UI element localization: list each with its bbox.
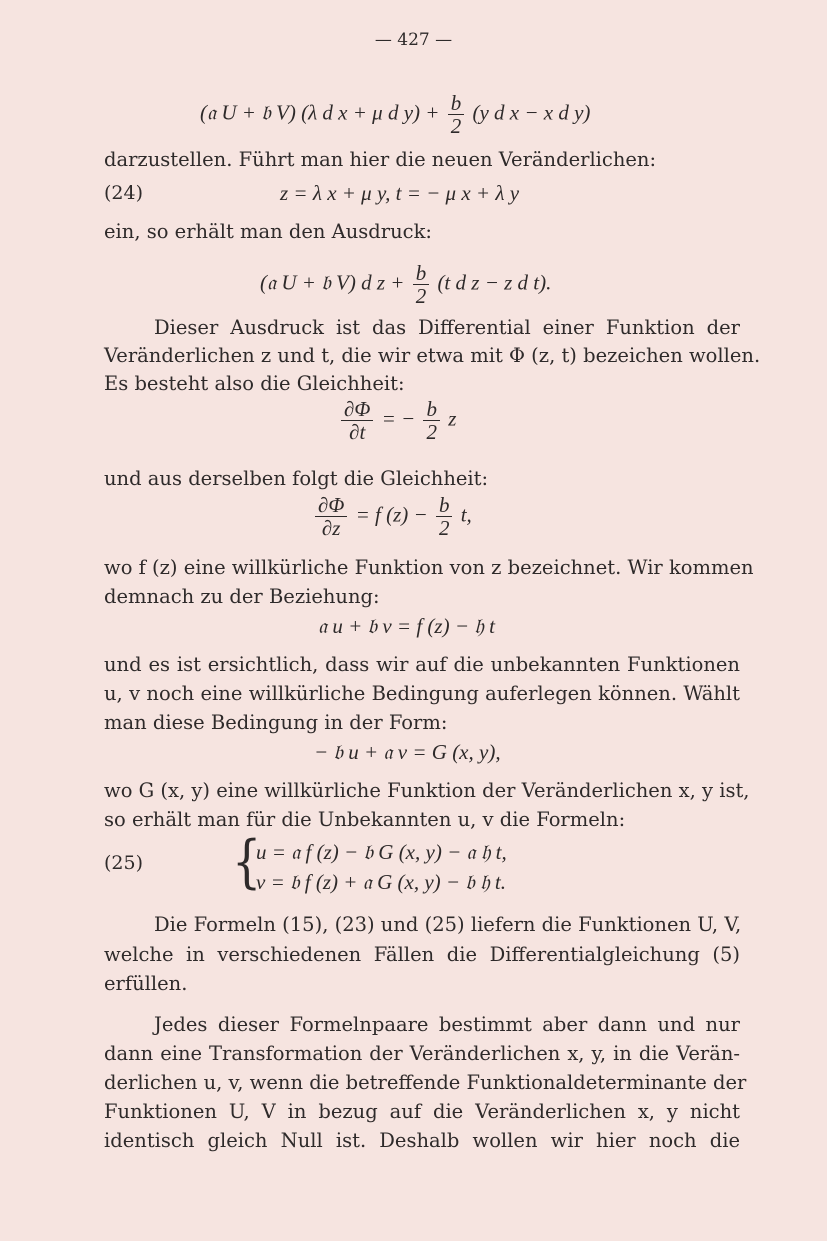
- fraction-denominator: ∂z: [315, 516, 347, 539]
- equation-variable: t,: [460, 502, 472, 527]
- expression-right: (t d z − z d t).: [437, 270, 552, 295]
- partial-fraction: [341, 398, 373, 443]
- fraction-b-over-2: [436, 494, 453, 539]
- equation-25-line-1: u = 𝔞 f (z) − 𝔟 G (x, y) − 𝔞 𝔥 t,: [256, 840, 507, 864]
- fraction-numerator: ∂Φ: [318, 493, 345, 517]
- fraction-numerator: b: [426, 397, 437, 421]
- equation-relation-1: 𝔞 u + 𝔟 v = f (z) − 𝔥 t: [318, 614, 495, 638]
- equation-top-left: (𝔞 U + 𝔟 V) (λ d x + μ d y) +: [200, 100, 440, 125]
- text-line: so erhält man für die Unbekannten u, v die Formeln:: [104, 808, 626, 831]
- equation-label-24: (24): [104, 182, 144, 204]
- equation-expression: [260, 262, 551, 307]
- fraction-numerator: b: [450, 91, 462, 115]
- text-line: derlichen u, v, wenn die betreffende Funktionaldeterminante der: [104, 1071, 747, 1094]
- equation-25-line-2: v = 𝔟 f (z) + 𝔞 G (x, y) − 𝔟 𝔥 t.: [256, 870, 507, 894]
- text-line: u, v noch eine willkürliche Bedingung auferlegen können. Wählt: [104, 682, 740, 705]
- text-line: Jedes dieser Formelnpaare bestimmt aber dann und nur: [154, 1013, 740, 1036]
- text-line: Funktionen U, V in bezug auf die Veränderlichen x, y nicht: [104, 1100, 740, 1123]
- text-line: dann eine Transformation der Veränderlichen x, y, in die Verän-: [104, 1042, 740, 1065]
- fraction-denominator: ∂t: [341, 420, 373, 443]
- text-line: wo f (z) eine willkürliche Funktion von z bezeichnet. Wir kommen: [104, 556, 754, 579]
- equation-variable: z: [448, 406, 457, 431]
- text-line: ein, so erhält man den Ausdruck:: [104, 220, 432, 243]
- text-line: welche in verschiedenen Fällen die Differentialgleichung (5): [104, 943, 740, 966]
- text-line: Dieser Ausdruck ist das Differential einer Funktion der: [154, 316, 740, 339]
- fraction-denominator: 2: [413, 284, 430, 307]
- page-number: — 427 —: [374, 30, 453, 50]
- equation-top: [200, 92, 590, 137]
- fraction-denominator: 2: [423, 420, 440, 443]
- text-line: Die Formeln (15), (23) und (25) liefern die Funktionen U, V,: [154, 913, 742, 936]
- left-brace: {: [232, 827, 262, 895]
- equation-24: z = λ x + μ y, t = − μ x + λ y: [280, 181, 520, 205]
- fraction-denominator: 2: [448, 114, 465, 137]
- text-line: man diese Bedingung in der Form:: [104, 711, 448, 734]
- text-line: Veränderlichen z und t, die wir etwa mit Φ (z, t) bezeichen wollen.: [104, 344, 761, 367]
- text-line: erfüllen.: [104, 972, 188, 995]
- fraction-numerator: ∂Φ: [344, 397, 371, 421]
- expression-left: (𝔞 U + 𝔟 V) d z +: [260, 270, 405, 295]
- partial-fraction: [315, 494, 347, 539]
- equation-dphi-dt: [338, 398, 456, 443]
- equation-dphi-dz: [312, 494, 472, 539]
- text-line: und es ist ersichtlich, dass wir auf die unbekannten Funktionen: [104, 653, 740, 676]
- text-line: Es besteht also die Gleichheit:: [104, 372, 405, 395]
- text-line: demnach zu der Beziehung:: [104, 585, 380, 608]
- text-line: identisch gleich Null ist. Deshalb wollen wir hier noch die: [104, 1129, 740, 1152]
- equation-top-right: (y d x − x d y): [472, 100, 591, 125]
- fraction-b-over-2: [448, 92, 465, 137]
- fraction-numerator: b: [438, 493, 450, 517]
- fraction-numerator: b: [415, 261, 427, 285]
- equation-relation-2: − 𝔟 u + 𝔞 v = G (x, y),: [314, 740, 501, 764]
- text-line: und aus derselben folgt die Gleichheit:: [104, 467, 489, 490]
- equation-label-25: (25): [104, 852, 144, 874]
- fraction-b-over-2: [413, 262, 430, 307]
- fraction-b-over-2: [423, 398, 440, 443]
- text-line: darzustellen. Führt man hier die neuen Veränderlichen:: [104, 148, 657, 171]
- equation-operator: = −: [381, 406, 416, 431]
- equation-operator: = f (z) −: [355, 502, 428, 527]
- fraction-denominator: 2: [436, 516, 453, 539]
- text-line: wo G (x, y) eine willkürliche Funktion der Veränderlichen x, y ist,: [104, 779, 750, 802]
